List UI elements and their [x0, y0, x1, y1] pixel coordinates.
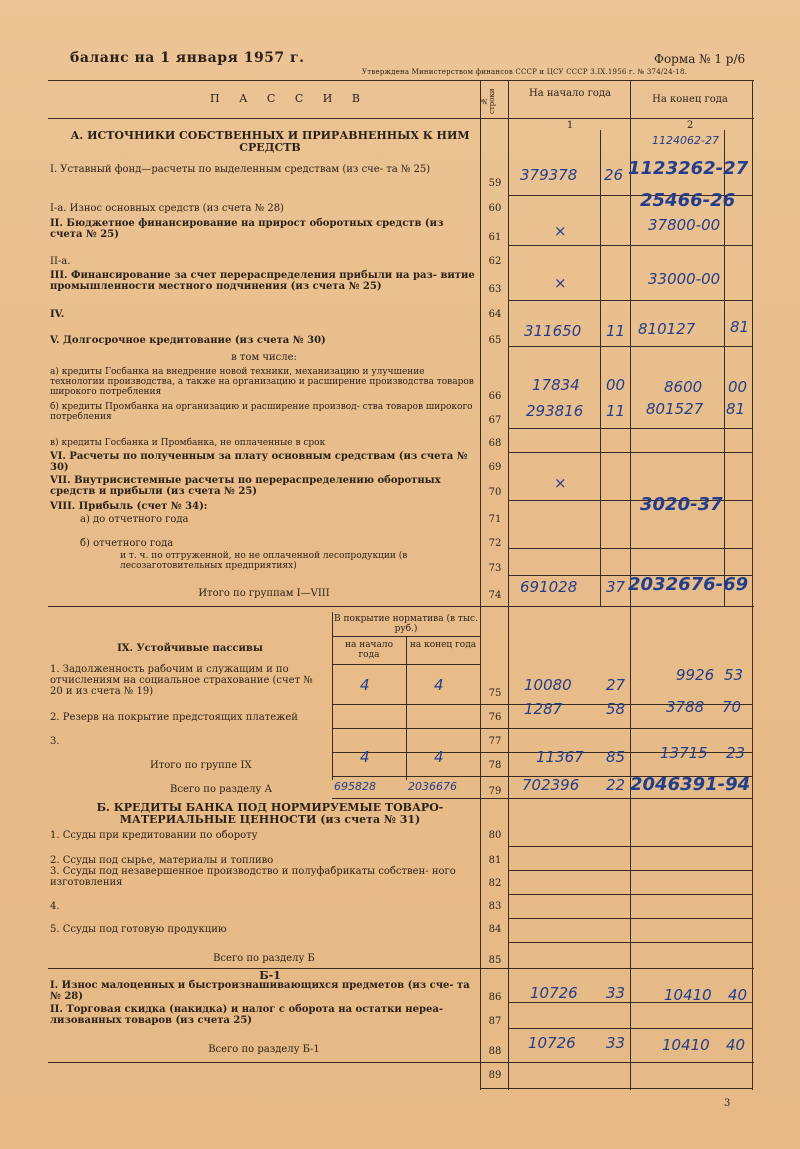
hw-r78-end-k: 23 [726, 744, 746, 762]
row-71: а) до отчетного года [80, 514, 189, 525]
rule [48, 1062, 754, 1063]
hw-r75-end: 9926 [676, 666, 715, 684]
rule [508, 942, 752, 943]
line-89: 89 [488, 1070, 502, 1081]
rule [508, 346, 752, 347]
line-66: 66 [488, 391, 502, 402]
line-63: 63 [488, 284, 502, 295]
col-divider-1 [480, 80, 481, 1090]
rule [480, 1088, 752, 1089]
hw-r63-end: 33000-00 [648, 270, 721, 288]
row-88: Всего по разделу Б-1 [208, 1044, 320, 1055]
rule [508, 245, 752, 246]
line-69: 69 [488, 462, 502, 473]
section-b1-title: Б-1 [259, 969, 281, 982]
balance-title: баланс на 1 января 1957 г. [70, 50, 305, 66]
col-divider-4 [752, 80, 753, 1090]
rule [508, 1028, 752, 1029]
row-61: II. Бюджетное финансирование на прирост оборотных средств (из счета № 25) [50, 218, 444, 240]
line-59: 59 [488, 178, 502, 189]
hw-r78-begin-k: 85 [606, 748, 626, 766]
line-77: 77 [488, 736, 502, 747]
line-62: 62 [488, 256, 502, 267]
ix-divider-1 [332, 612, 333, 780]
header-bottom-rule [48, 118, 754, 119]
row-67: б) кредиты Промбанка на организацию и расширение производ- ства товаров широкого потребления [50, 402, 473, 422]
line-85: 85 [488, 955, 502, 966]
hw-r65-end-k: 81 [730, 318, 750, 336]
rule [48, 968, 754, 969]
kop-divider-1 [600, 130, 601, 606]
row-60: I-а. Износ основных средств (из счета № 28) [50, 203, 284, 214]
passive-heading: П А С С И В [210, 92, 368, 105]
hw-r75-begin: 10080 [524, 676, 572, 694]
line-70: 70 [488, 487, 502, 498]
row-81: 2. Ссуды под сырье, материалы и топливо [50, 855, 274, 866]
row-75: 1. Задолженность рабочим и служащим и по отчислениям на социальное страхование (счет № 20 и из счета № 19) [50, 664, 313, 697]
hw-r65-begin: 311650 [524, 322, 582, 340]
rule [48, 606, 754, 607]
section-a-title: А. ИСТОЧНИКИ СОБСТВЕННЫХ И ПРИРАВНЕННЫХ К НИМ СРЕДСТВ [70, 129, 470, 154]
col2-number: 2 [686, 120, 694, 131]
rule [508, 918, 752, 919]
row-80: 1. Ссуды при кредитовании по обороту [50, 830, 258, 841]
line-84: 84 [488, 924, 502, 935]
rule [508, 894, 752, 895]
hw-r79-norm-end: 2036676 [408, 780, 457, 793]
row-86: I. Износ малоценных и быстроизнашивающихся предметов (из сче- та № 28) [50, 980, 470, 1002]
norm-heading: В покрытие норматива (в тыс. руб.) [334, 614, 478, 634]
hw-r79-begin: 702396 [522, 776, 580, 794]
hw-r78-norm-begin: 4 [360, 748, 370, 766]
begin-heading: На начало года [529, 88, 611, 99]
hw-r71-end: 3020-37 [640, 494, 723, 515]
row-74: Итого по группам I—VIII [198, 588, 330, 599]
form-number: Форма № 1 р/6 [654, 52, 746, 66]
hw-r86-begin: 10726 [530, 984, 578, 1002]
line-72: 72 [488, 538, 502, 549]
rule [508, 452, 752, 453]
hw-r79-norm-begin: 695828 [334, 780, 376, 793]
row-62: II-а. [50, 256, 71, 267]
line-83: 83 [488, 901, 502, 912]
hw-r66-begin-k: 00 [606, 376, 626, 394]
rule [508, 548, 752, 549]
row-84: 5. Ссуды под готовую продукцию [50, 924, 227, 935]
row-78: Итого по группе IX [150, 760, 252, 771]
line-79: 79 [488, 786, 502, 797]
hw-r78-end: 13715 [660, 744, 708, 762]
hw-r79-end: 2046391-94 [630, 774, 751, 795]
row-64: IV. [50, 309, 65, 320]
line-71: 71 [488, 514, 502, 525]
table-top-rule [48, 80, 754, 81]
row-73: и т. ч. по отгруженной, но не оплаченной лесопродукции (в лесозаготовительных предприятиях) [120, 551, 408, 571]
row-59: I. Уставный фонд—расчеты по выделенным средствам (из сче- та № 25) [50, 164, 431, 175]
hw-r67-end: 801527 [646, 400, 704, 418]
end-heading: На конец года [652, 94, 728, 105]
hw-r59-begin-k: 26 [604, 166, 624, 184]
hw-r78-norm-end: 4 [434, 748, 444, 766]
line-86: 86 [488, 992, 502, 1003]
line-61: 61 [488, 232, 502, 243]
rule [332, 664, 480, 665]
ix-divider-2 [406, 636, 407, 780]
norm-begin-heading: на начало года [344, 640, 394, 660]
hw-r61-end: 37800-00 [648, 216, 721, 234]
line-88: 88 [488, 1046, 502, 1057]
row-72: б) отчетного года [80, 538, 174, 549]
hw-r67-end-k: 81 [726, 400, 746, 418]
hw-r88-begin: 10726 [528, 1034, 576, 1052]
hw-r60-end: 25466-26 [640, 190, 736, 211]
rule [332, 728, 752, 729]
hw-r88-end: 10410 [662, 1036, 710, 1054]
row-83: 4. [50, 901, 60, 912]
hw-r76-end-k: 70 [722, 698, 742, 716]
hw-r76-begin-k: 58 [606, 700, 626, 718]
hw-r59-end-top: 1124062-27 [652, 134, 719, 147]
hw-r75-norm-end: 4 [434, 676, 444, 694]
hw-r59-end: 1123262-27 [628, 158, 749, 179]
row-76: 2. Резерв на покрытие предстоящих платежей [50, 712, 298, 723]
line-68: 68 [488, 438, 502, 449]
lines-heading: № строки [480, 88, 496, 114]
row-including: в том числе: [231, 352, 297, 363]
hw-r65-end: 810127 [638, 320, 696, 338]
line-78: 78 [488, 760, 502, 771]
rule [508, 1002, 752, 1003]
line-60: 60 [488, 203, 502, 214]
hw-r59-begin: 379378 [520, 166, 578, 184]
hw-r61-begin: × [554, 222, 567, 240]
hw-r67-begin: 293816 [526, 402, 584, 420]
hw-r86-end-k: 40 [728, 986, 748, 1004]
line-74: 74 [488, 590, 502, 601]
row-66: а) кредиты Госбанка на внедрение новой техники, механизацию и улучшение технологии производства, а также на организацию и расширение производства товаров широкого потребления [50, 367, 474, 397]
hw-r70-begin: × [554, 474, 567, 492]
line-82: 82 [488, 878, 502, 889]
row-70: VII. Внутрисистемные расчеты по перераспределению оборотных средств и прибыли (из счета № 25) [50, 475, 441, 497]
group-ix-title: IX. Устойчивые пассивы [117, 643, 263, 654]
hw-r76-end: 3788 [666, 698, 705, 716]
line-75: 75 [488, 688, 502, 699]
hw-r74-begin-k: 37 [606, 578, 626, 596]
rule [508, 846, 752, 847]
row-profit: VIII. Прибыль (счет № 34): [50, 501, 208, 512]
rule [332, 798, 752, 799]
section-b-title: Б. КРЕДИТЫ БАНКА ПОД НОРМИРУЕМЫЕ ТОВАРО- МАТЕРИАЛЬНЫЕ ЦЕННОСТИ (из счета № 31) [96, 801, 444, 826]
page-number: 3 [724, 1098, 731, 1109]
hw-r79-begin-k: 22 [606, 776, 626, 794]
row-82: 3. Ссуды под незавершенное производство и полуфабрикаты собствен- ного изготовления [50, 866, 456, 888]
hw-r67-begin-k: 11 [606, 402, 626, 420]
line-67: 67 [488, 415, 502, 426]
hw-r65-begin-k: 11 [606, 322, 626, 340]
hw-r76-begin: 1287 [524, 700, 563, 718]
row-77: 3. [50, 736, 60, 747]
hw-r86-begin-k: 33 [606, 984, 626, 1002]
col1-number: 1 [566, 120, 574, 131]
line-80: 80 [488, 830, 502, 841]
rule [332, 636, 480, 637]
row-68: в) кредиты Госбанка и Промбанка, не оплаченные в срок [50, 438, 326, 448]
hw-r75-begin-k: 27 [606, 676, 626, 694]
row-85: Всего по разделу Б [213, 953, 315, 964]
row-63: III. Финансирование за счет перераспределения прибыли на раз- витие промышленности местного подчинения (из счета № 25) [50, 270, 475, 292]
row-65: V. Долгосрочное кредитование (из счета № 30) [50, 335, 326, 346]
line-81: 81 [488, 855, 502, 866]
row-69: VI. Расчеты по полученным за плату основным средствам (из счета № 30) [50, 451, 468, 473]
row-79: Всего по разделу А [170, 784, 273, 795]
hw-r66-begin: 17834 [532, 376, 580, 394]
rule [508, 870, 752, 871]
col-divider-2 [508, 80, 509, 1090]
hw-r78-begin: 11367 [536, 748, 584, 766]
line-65: 65 [488, 335, 502, 346]
hw-r88-end-k: 40 [726, 1036, 746, 1054]
hw-r63-begin: × [554, 274, 567, 292]
hw-r74-begin: 691028 [520, 578, 578, 596]
line-87: 87 [488, 1016, 502, 1027]
hw-r75-norm-begin: 4 [360, 676, 370, 694]
line-76: 76 [488, 712, 502, 723]
rule [508, 428, 752, 429]
norm-end-heading: на конец года [409, 640, 477, 650]
hw-r74-end: 2032676-69 [628, 574, 749, 595]
hw-r88-begin-k: 33 [606, 1034, 626, 1052]
approval-note: Утверждена Министерством финансов СССР и ЦСУ СССР 3.IX.1956 г. № 374/24-18. [362, 68, 688, 76]
line-73: 73 [488, 563, 502, 574]
hw-r75-end-k: 53 [724, 666, 744, 684]
rule [508, 300, 752, 301]
row-87: II. Торговая скидка (накидка) и налог с оборота на остатки нереа- лизованных товаров (из счета 25) [50, 1004, 443, 1026]
hw-r86-end: 10410 [664, 986, 712, 1004]
line-64: 64 [488, 309, 502, 320]
hw-r66-end: 8600 [664, 378, 703, 396]
hw-r66-end-k: 00 [728, 378, 748, 396]
